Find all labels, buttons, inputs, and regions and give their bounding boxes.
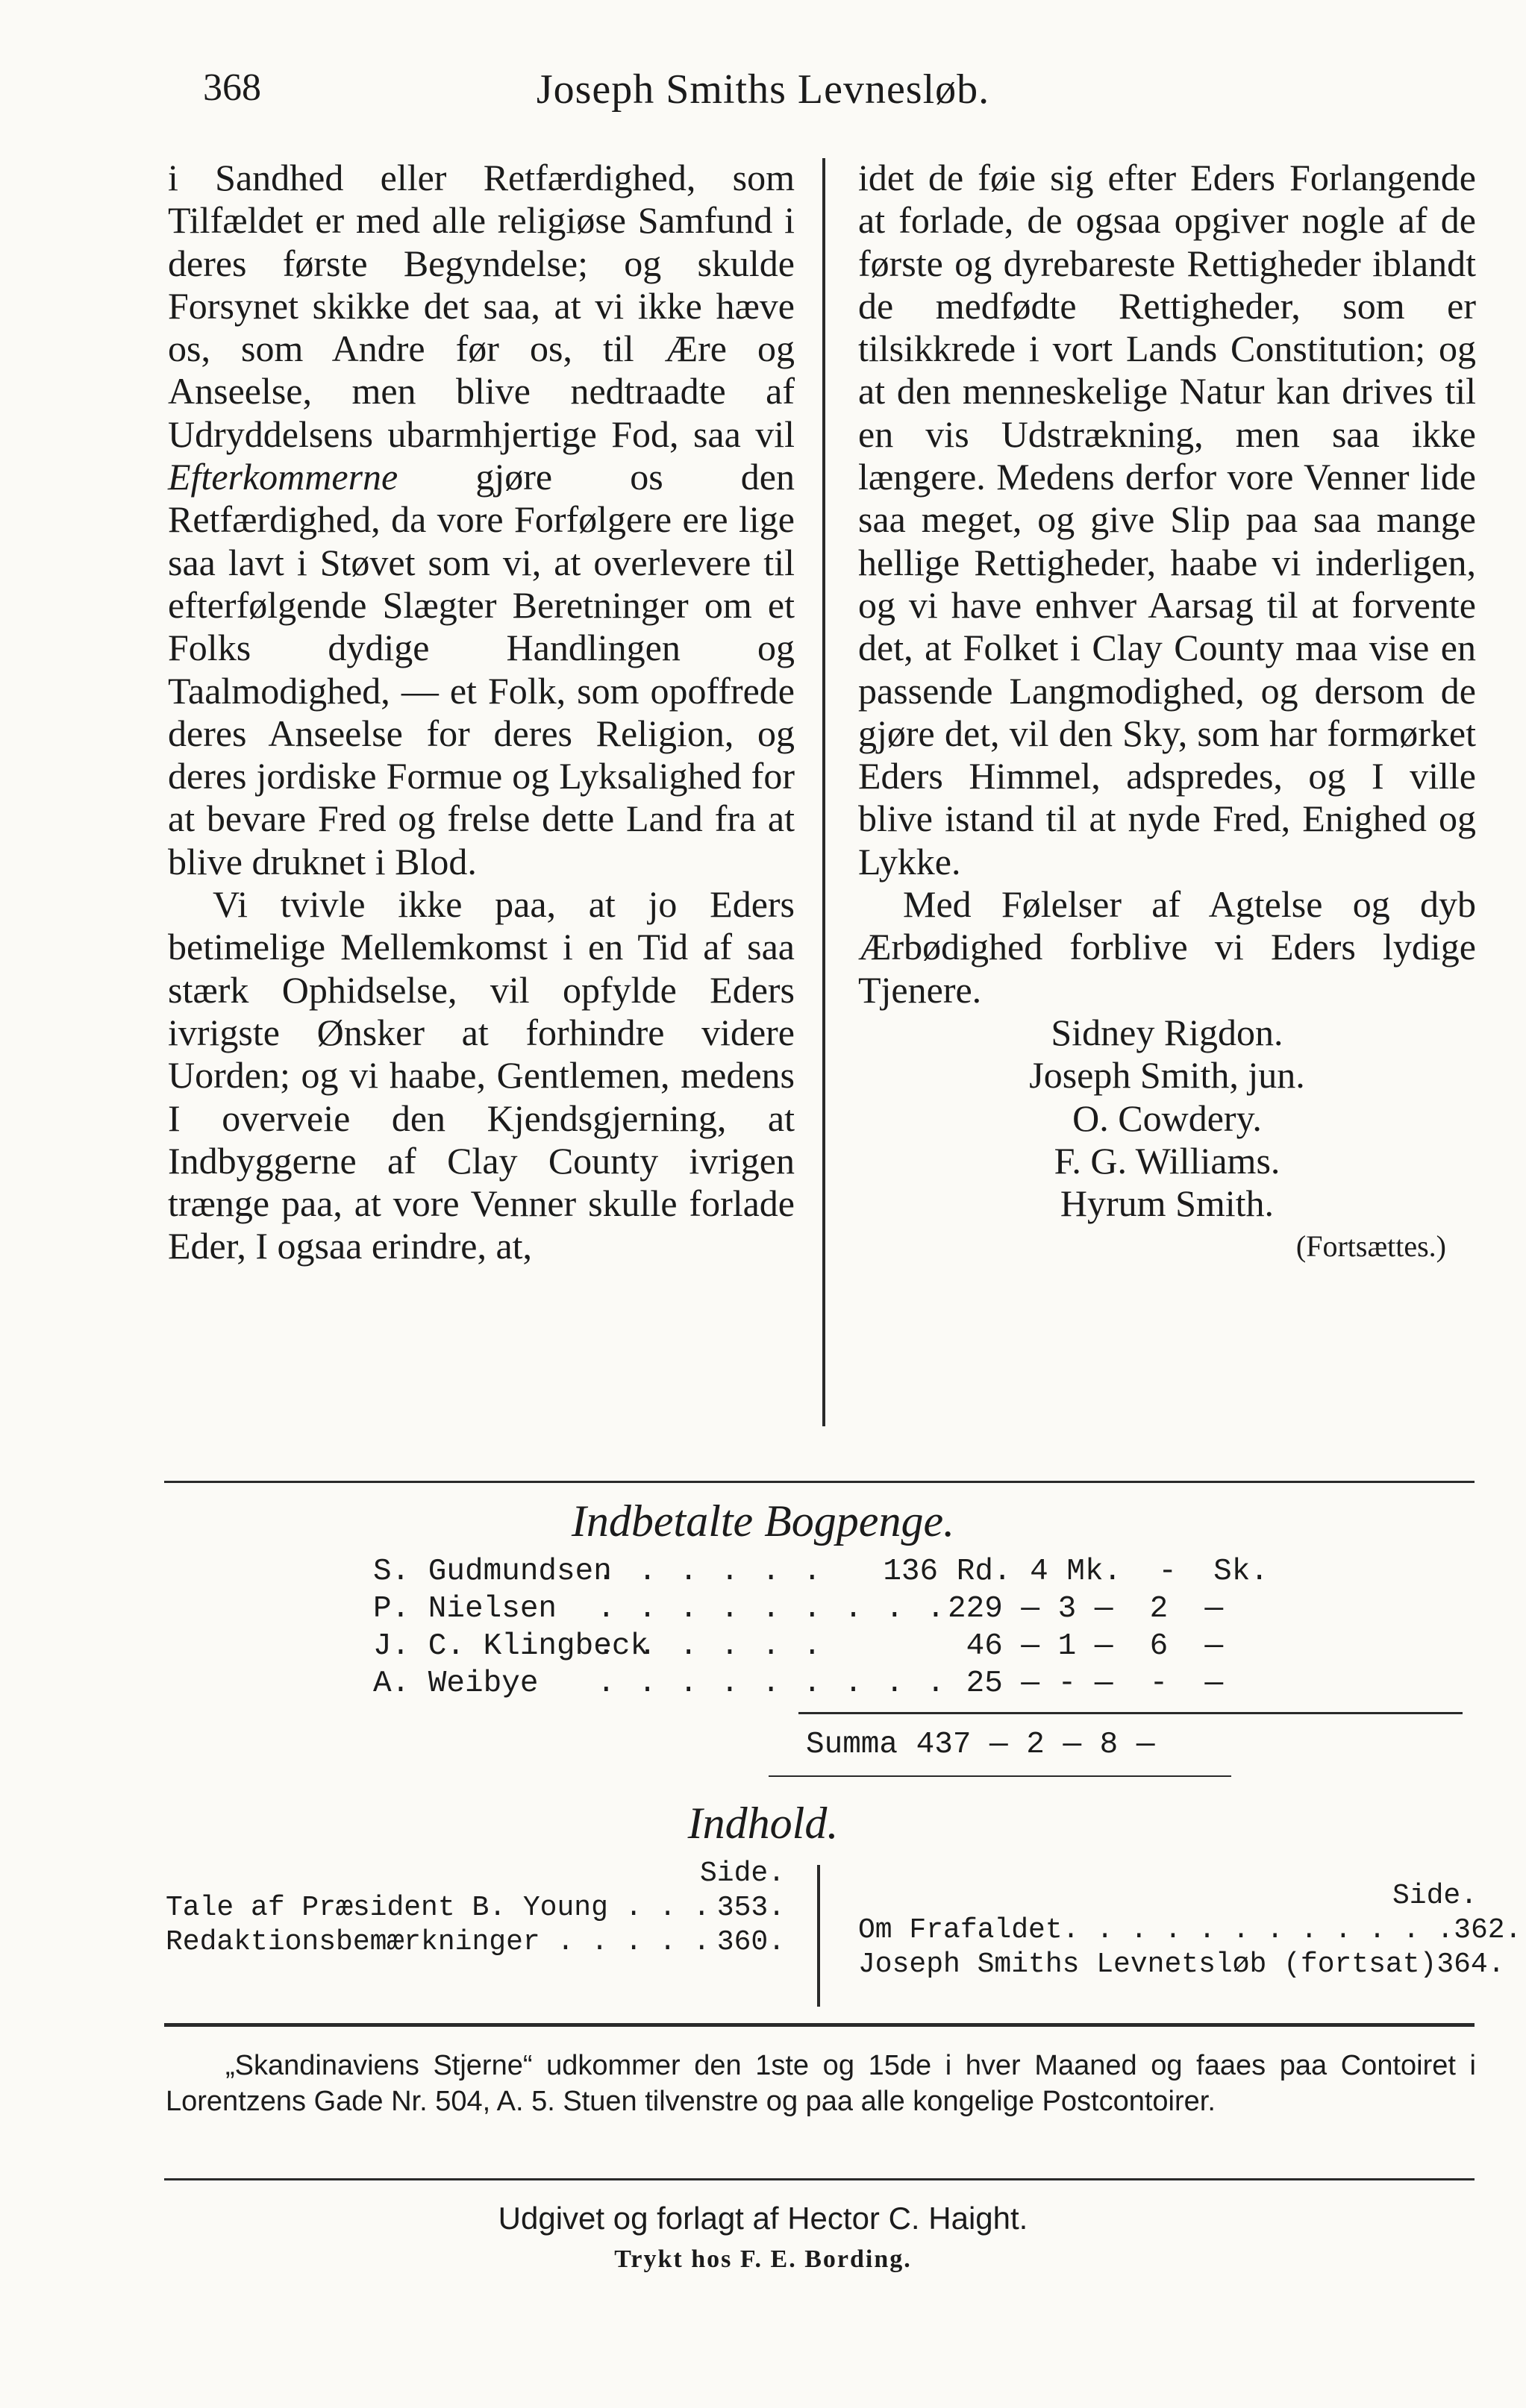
signature: Joseph Smith, jun.	[1029, 1054, 1305, 1097]
italic-word: Efterkommerne	[168, 456, 398, 498]
continued-note: (Fortsættes.)	[1295, 1229, 1446, 1264]
contents-left	[166, 1857, 785, 1960]
payments-table	[373, 1553, 1269, 1702]
contents-right	[858, 1880, 1522, 1983]
section-rule	[164, 1481, 1475, 1483]
running-title: Joseph Smiths Levnesløb.	[536, 66, 990, 113]
page-number: 368	[203, 66, 261, 109]
list-item: Joseph Smiths Levnetsløb (fortsat) 364.	[858, 1948, 1505, 1981]
list-item: Redaktionsbemærkninger . . . . . 360.	[166, 1926, 785, 1958]
table-row: A. Weibye . . . . . . . . . 25 — - — - —	[373, 1667, 1224, 1701]
footer-rule	[164, 2178, 1475, 2180]
signature: O. Cowdery.	[1072, 1097, 1262, 1139]
list-item: Tale af Præsident B. Young . . . 353.	[166, 1892, 785, 1924]
left-column	[168, 157, 795, 1268]
page-header	[0, 66, 1526, 125]
right-paragraph-1: idet de føie sig efter Eders Forlangende at forlade, de ogsaa opgiver nogle af de første og dyrebareste Rettigheder iblandt de medfødte Rettigheder, som er tilsikkrede i vort Lands Constitution; og at den menneskelige Natur kan drives til en vis Udstrækning, men saa ikke længere. Medens derfor vore Venner lide saa meget, og give Slip paa saa mange hellige Rettigheder, haabe vi inderligen, og vi have enhver Aarsag til at forvente det, at Folket i Clay County maa vise en passende Langmodighed, og dersom de gjøre det, vil den Sky, som har formørket Eders Himmel, adspredes, og I ville blive istand til at nyde Fred, Enighed og Lykke.	[858, 157, 1476, 882]
sum-rule	[798, 1712, 1463, 1714]
publisher-line: Udgivet og forlagt af Hector C. Haight.	[498, 2201, 1028, 2236]
signature: F. G. Williams.	[1054, 1139, 1280, 1182]
side-label: Side.	[1392, 1880, 1477, 1912]
left-paragraph-1: i Sandhed eller Retfærdighed, som Tilfældet er med alle religiøse Samfund i deres første Begyndelse; og skulde Forsynet skikke det saa, at vi ikke hæve os, som Andre før os, til Ære og Anseelse, men blive nedtraadte af Udryddelsens ubarmhjertige Fod, saa vil Efterkommerne gjøre os den Retfærdighed, da vore Forfølgere ere lige saa lavt i Støvet som vi, at overlevere til efterfølgende Slægter Beretninger om et Folks dydige Handlingen og Taalmodighed, — et Folk, som opoffrede deres Anseelse for deres Religion, og deres jordiske Formue og Lyksalighed for at bevare Fred og frelse dette Land fra at blive druknet i Blod.	[168, 157, 795, 882]
short-rule	[769, 1775, 1231, 1777]
column-divider	[822, 158, 825, 1426]
signature: Hyrum Smith.	[1060, 1182, 1275, 1225]
side-label: Side.	[699, 1857, 785, 1890]
list-item: Om Frafaldet. . . . . . . . . . . . 362.	[858, 1914, 1522, 1946]
publication-notice: „Skandinaviens Stjerne“ udkommer den 1ste og 15de i hver Maaned og faaes paa Contoiret i Lorentzens Gade Nr. 504, A. 5. Stuen tilvenstre og paa alle kongelige Postcontoirer.	[166, 2050, 1476, 2117]
contents-title: Indhold.	[687, 1799, 839, 1848]
signature: Sidney Rigdon.	[1051, 1011, 1283, 1053]
signatures	[858, 1012, 1476, 1225]
left-paragraph-2: Vi tvivle ikke paa, at jo Eders betimelige Mellemkomst i en Tid af saa stærk Ophidselse, vil opfylde Eders ivrigste Ønsker at forhindre videre Uorden; og vi haabe, Gentlemen, medens I overveie den Kjendsgjerning, at Indbyggerne af Clay County ivrigen trænge paa, at vore Venner skulle forlade Eder, I ogsaa erindre, at,	[168, 883, 795, 1267]
table-row: P. Nielsen . . . . . . . . . 229 — 3 — 2 —	[373, 1592, 1224, 1626]
table-row: S. Gudmundsen . . . . . . 136 Rd. 4 Mk. - Sk.	[373, 1555, 1269, 1589]
payments-sum: Summa 437 — 2 — 8 —	[806, 1728, 1155, 1762]
right-column	[858, 157, 1476, 1268]
table-row: J. C. Klingbeck . . . . . . 46 — 1 — 6 —	[373, 1629, 1224, 1664]
thick-rule	[164, 2023, 1475, 2027]
right-paragraph-2: Med Følelser af Agtelse og dyb Ærbødighed forblive vi Eders lydige Tjenere.	[858, 883, 1476, 1011]
contents-divider	[817, 1865, 820, 2007]
payments-title: Indbetalte Bogpenge.	[571, 1496, 955, 1546]
printer-line: Trykt hos F. E. Bording.	[614, 2245, 912, 2273]
